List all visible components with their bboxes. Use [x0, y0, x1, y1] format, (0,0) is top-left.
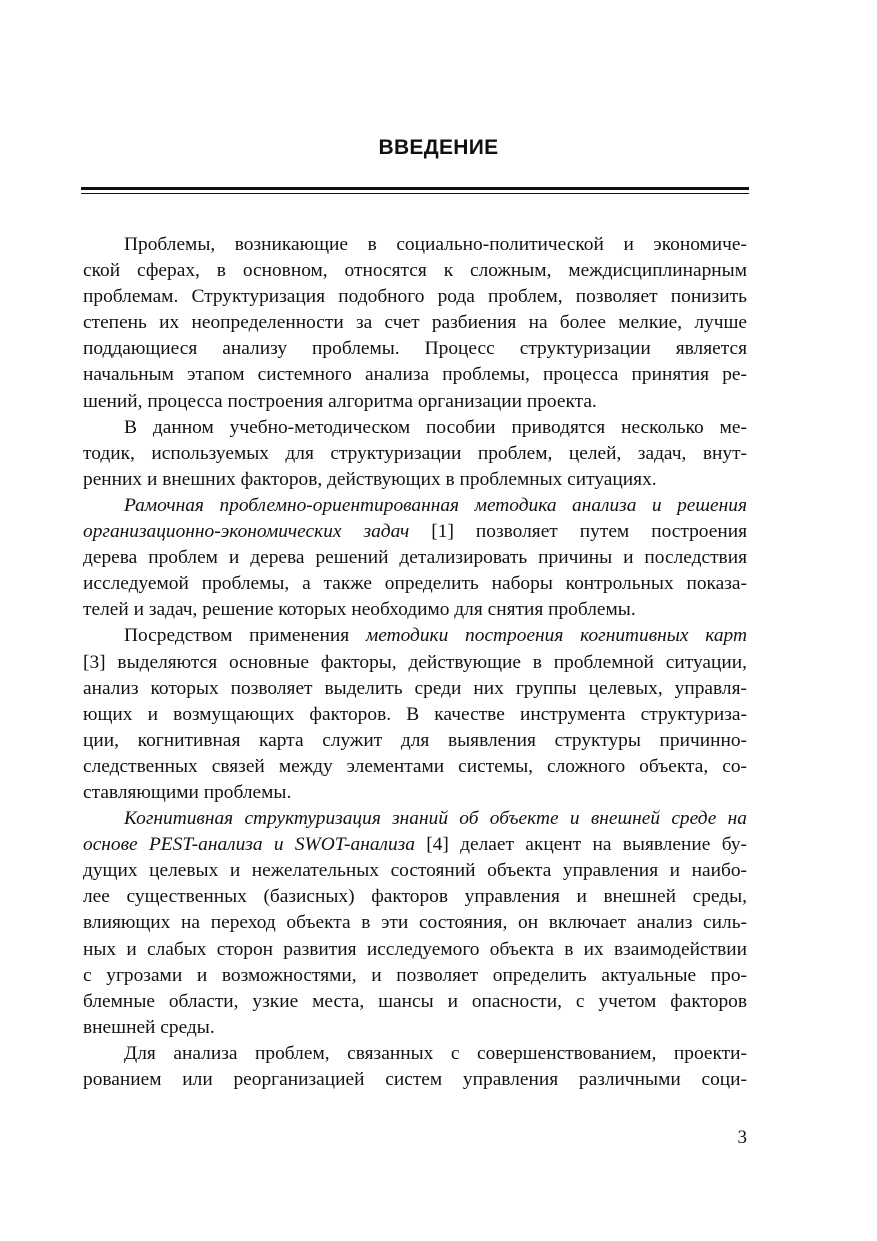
- page-title: ВВЕДЕНИЕ: [378, 136, 499, 159]
- text-line: Для анализа проблем, связанных с совершенствованием, проекти-: [124, 1042, 747, 1064]
- text-line: ющих и возмущающих факторов. В качестве инструмента структуриза-: [83, 703, 747, 725]
- text-line: шений, процесса построения алгоритма организации проекта.: [83, 390, 597, 412]
- text-line: внешней среды.: [83, 1016, 215, 1038]
- text-line: поддающиеся анализу проблемы. Процесс структуризации является: [83, 338, 747, 360]
- text-line: тодик, используемых для структуризации проблем, целей, задач, внут-: [83, 442, 747, 464]
- text-line: исследуемой проблемы, а также определить наборы контрольных показа-: [83, 573, 747, 595]
- text-line: рованием или реорганизацией систем управления различными соци-: [83, 1069, 747, 1090]
- text-line: Проблемы, возникающие в социально-политической и экономиче-: [124, 234, 747, 255]
- text-line: Посредством применения методики построения когнитивных карт: [124, 625, 747, 647]
- title-rule-thin: [81, 193, 749, 194]
- text-line: дущих целевых и нежелательных состояний объекта управления и наибо-: [83, 860, 747, 882]
- text-line: [3] выделяются основные факторы, действующие в проблемной ситуации,: [83, 651, 747, 673]
- text-line: проблемам. Структуризация подобного рода проблем, позволяет понизить: [83, 286, 747, 308]
- text-line: влияющих на переход объекта в эти состояния, он включает анализ силь-: [83, 912, 747, 934]
- text-line: В данном учебно-методическом пособии приводятся несколько ме-: [124, 416, 747, 438]
- text-line: ных и слабых сторон развития исследуемого объекта в их взаимодействии: [83, 938, 747, 960]
- text-line: анализ которых позволяет выделить среди них группы целевых, управля-: [83, 677, 747, 699]
- text-line: блемные области, узкие места, шансы и опасности, с учетом факторов: [83, 990, 747, 1012]
- page-number: 3: [737, 1127, 747, 1148]
- text-line: ренних и внешних факторов, действующих в проблемных ситуациях.: [83, 468, 657, 490]
- text-line: телей и задач, решение которых необходимо для снятия проблемы.: [83, 599, 636, 621]
- text-line: Рамочная проблемно-ориентированная методика анализа и решения: [124, 494, 747, 516]
- text-line: ции, когнитивная карта служит для выявления структуры причинно-: [83, 729, 747, 751]
- text-line: начальным этапом системного анализа проблемы, процесса принятия ре-: [83, 364, 747, 386]
- text-line: ской сферах, в основном, относятся к сложным, междисциплинарным: [83, 260, 747, 282]
- text-line: степень их неопределенности за счет разбиения на более мелкие, лучше: [83, 312, 747, 334]
- body-text: [83, 232, 747, 1093]
- text-line: основе PEST-анализа и SWOT-анализа [4] делает акцент на выявление бу-: [83, 834, 747, 856]
- text-line: с угрозами и возможностями, и позволяет определить актуальные про-: [83, 964, 747, 986]
- title-rule-thick: [81, 187, 749, 190]
- text-line: Когнитивная структуризация знаний об объекте и внешней среде на: [124, 808, 747, 830]
- text-line: организационно-экономических задач [1] позволяет путем построения: [83, 521, 747, 543]
- text-line: лее существенных (базисных) факторов управления и внешней среды,: [83, 886, 747, 908]
- text-line: дерева проблем и дерева решений детализировать причины и последствия: [83, 547, 747, 569]
- text-line: следственных связей между элементами системы, сложного объекта, со-: [83, 755, 747, 777]
- text-line: ставляющими проблемы.: [83, 781, 292, 803]
